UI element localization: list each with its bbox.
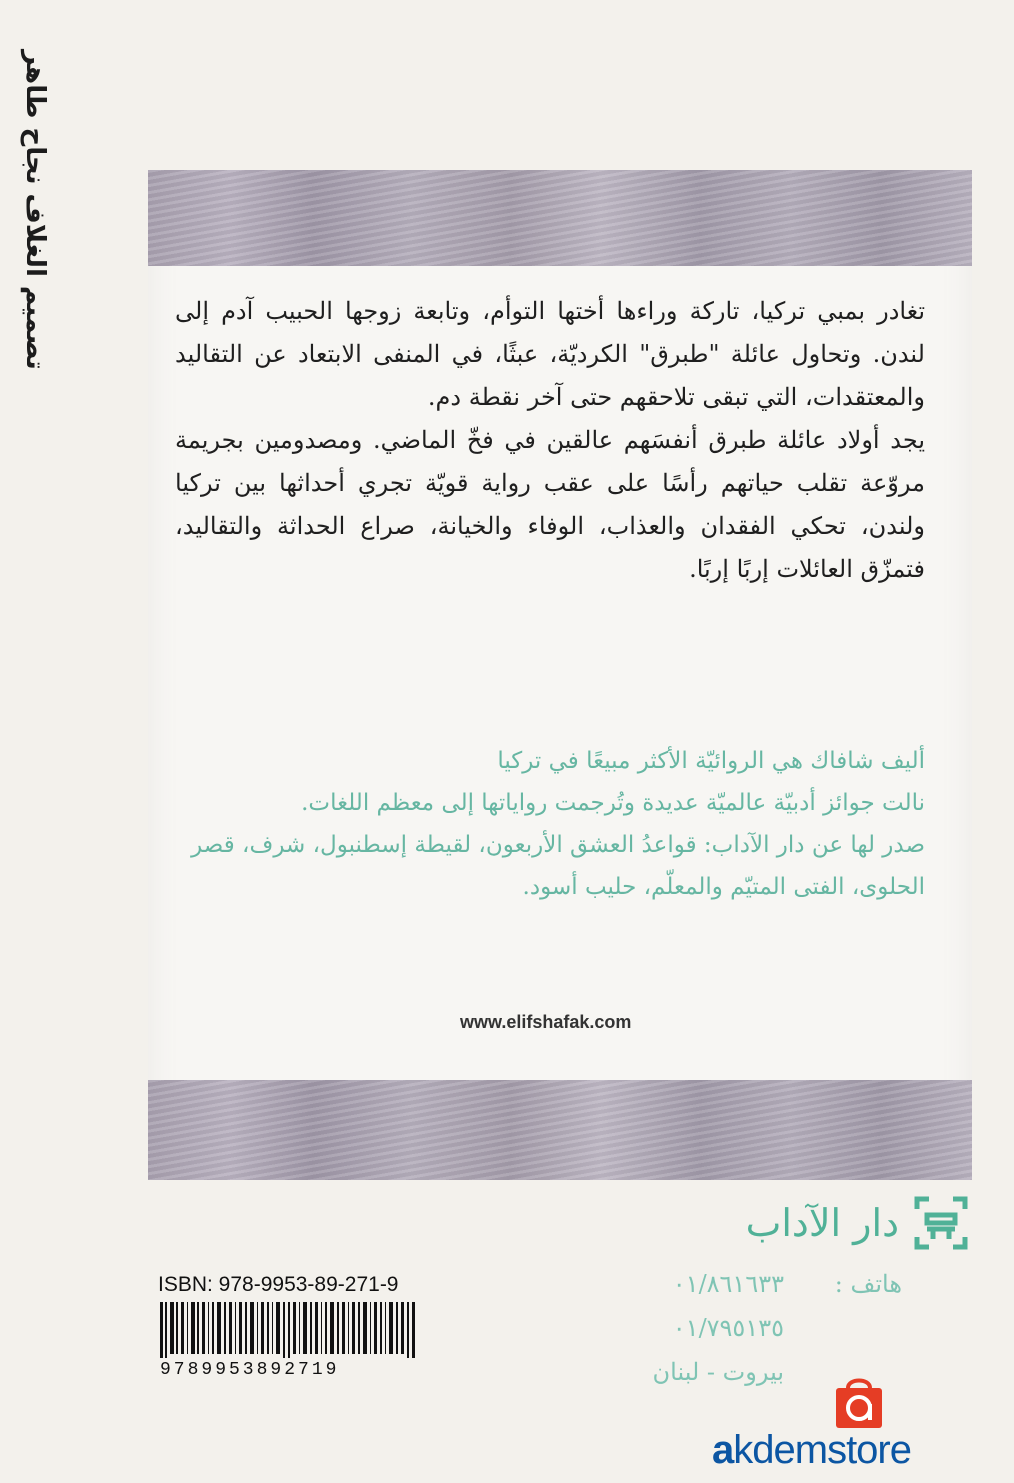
store-name-initial: a xyxy=(712,1428,734,1472)
decorative-band-bottom xyxy=(148,1080,972,1180)
publisher-address: بيروت - لبنان xyxy=(652,1358,784,1386)
store-watermark xyxy=(712,1428,911,1473)
publisher-logo-icon xyxy=(913,1195,969,1251)
synopsis-paragraph-2: يجد أولاد عائلة طبرق أنفسَهم عالقين في فخّ الماضي. ومصدومين بجريمة مروّعة تقلب حياتهم رأسًا على عقب رواية قويّة تجري أحداثها بين تركيا ولندن، تحكي الفقدان والعذاب، الوفاء والخيانة، صراع الحداثة والتقاليد، فتمزّق العائلات إربًا إربًا. xyxy=(175,426,925,583)
phone-number-2: ٠١/٧٩٥١٣٥ xyxy=(672,1314,784,1342)
shopping-bag-icon xyxy=(830,1372,888,1430)
decorative-band-top xyxy=(148,170,972,266)
publisher-name: دار الآداب xyxy=(745,1201,899,1245)
author-bio-line-1: أليف شافاك هي الروائيّة الأكثر مبيعًا في تركيا xyxy=(497,748,925,774)
cover-designer-credit: تصميم الغلاف نجاح طاهر xyxy=(20,50,50,370)
isbn-label: ISBN: 978-9953-89-271-9 xyxy=(158,1273,399,1296)
author-website[interactable]: www.elifshafak.com xyxy=(460,1012,632,1032)
phone-spacer xyxy=(802,1306,902,1350)
author-bio-line-2: نالت جوائز أدبيّة عالميّة عديدة وتُرجمت رواياتها إلى معظم اللغات. xyxy=(301,790,925,816)
barcode-icon xyxy=(160,1302,416,1358)
publisher-brand xyxy=(746,1195,969,1251)
author-info xyxy=(175,740,925,908)
author-bibliography: صدر لها عن دار الآداب: قواعدُ العشق الأربعون، لقيطة إسطنبول، شرف، قصر الحلوى، الفتى المتيّم والمعلّم، حليب أسود. xyxy=(191,832,925,900)
synopsis xyxy=(175,290,925,591)
phone-number-1: ٠١/٨٦١٦٣٣ xyxy=(672,1270,784,1298)
store-name-rest: kdemstore xyxy=(733,1428,911,1472)
barcode-digits: 9789953892719 xyxy=(160,1360,340,1380)
synopsis-paragraph-1: تغادر بمبي تركيا، تاركة وراءها أختها التوأم، وتابعة زوجها الحبيب آدم إلى لندن. وتحاول عائلة "طبرق" الكرديّة، عبثًا، في المنفى الابتعاد عن التقاليد والمعتقدات، التي تبقى تلاحقهم حتى آخر نقطة دم. xyxy=(175,297,925,411)
phone-label: هاتف : xyxy=(834,1270,902,1298)
